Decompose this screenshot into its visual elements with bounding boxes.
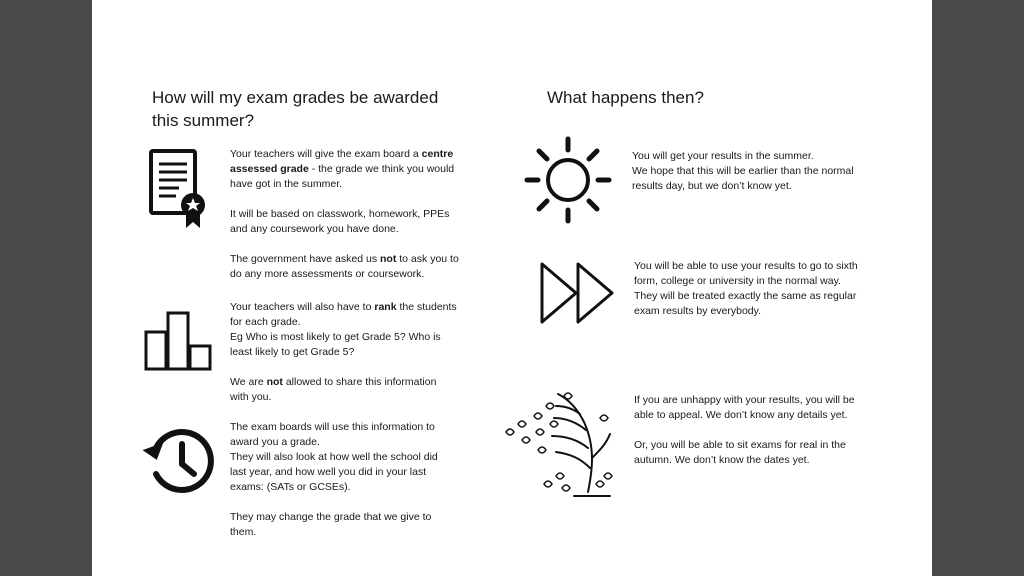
history-clock-icon	[142, 422, 220, 500]
right-section2-text: You will be able to use your results to go to sixth form, college or university in the normal way. They will be treated exactly the same as regular exam results by everybody.	[634, 260, 858, 317]
right-heading: What happens then?	[547, 88, 704, 107]
left-section2-text: Your teachers will also have to rank the students for each grade. Eg Who is most likely to get Grade 5? Who is least likely to get Grade 5? We are not allowed to share this information with you.	[230, 301, 457, 403]
sun-icon	[524, 136, 612, 224]
bar-chart-icon	[144, 310, 216, 372]
left-heading-line1: How will my exam grades be awarded	[152, 88, 439, 107]
left-section3-text: The exam boards will use this information to award you a grade. They will also look at how well the school did last year, and how well you did in your last exams: (SATs or GCSEs). They may change the grade that we give to them.	[230, 421, 438, 538]
left-section1-text: Your teachers will give the exam board a centre assessed grade - the grade we think you would have got in the summer. It will be based on classwork, homework, PPEs and any coursework you have done. The government have asked us not to ask you to do any more assessments or coursework.	[230, 148, 459, 280]
right-section3-text: If you are unhappy with your results, you will be able to appeal. We don’t know any details yet. Or, you will be able to sit exams for real in the autumn. We don’t know the dates yet.	[634, 394, 855, 466]
windy-tree-icon	[500, 388, 620, 500]
left-heading	[152, 86, 438, 132]
right-section1-text: You will get your results in the summer. We hope that this will be earlier than the normal results day, but we don’t know yet.	[632, 150, 854, 192]
fast-forward-icon	[538, 258, 618, 328]
left-heading-line2: this summer?	[152, 111, 255, 130]
certificate-icon	[148, 148, 208, 232]
document-page	[92, 0, 932, 576]
